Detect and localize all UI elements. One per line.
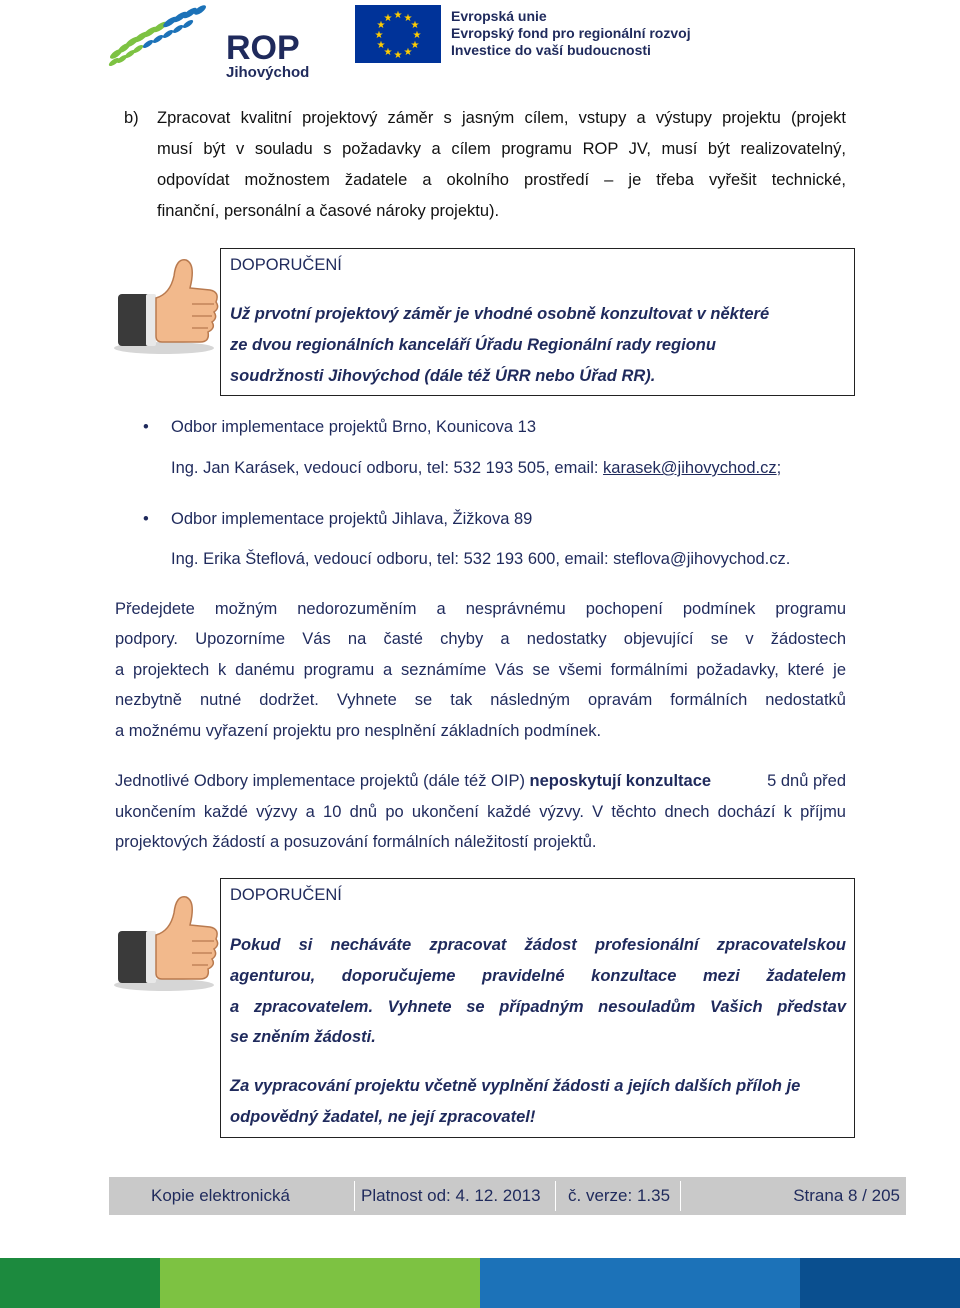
office-1-contact — [171, 458, 781, 478]
paragraph-2-line-1-lead — [115, 771, 711, 791]
office-bullet-1: • — [143, 418, 149, 436]
bottom-bar-segment — [160, 1258, 480, 1308]
callout-recommendation-2 — [220, 878, 855, 1138]
office-bullet-2: • — [143, 510, 149, 528]
point-b-line-4: finanční, personální a časové nároky projektu). — [157, 202, 500, 220]
bottom-bar-segment — [800, 1258, 960, 1308]
callout-1-line-2: ze dvou regionálních kanceláří Úřadu Regionální rady regionu — [230, 336, 716, 354]
svg-text:★: ★ — [383, 13, 393, 24]
callout-1-line-3: soudržnosti Jihovýchod (dále též ÚRR nebo Úřad RR). — [230, 367, 656, 385]
callout-recommendation-1 — [220, 248, 855, 396]
point-b-line-2: musí být v souladu s požadavky a cílem programu ROP JV, musí být realizovatelný, — [157, 140, 846, 158]
callout-1-heading: DOPORUČENÍ — [230, 256, 342, 274]
bottom-bar-segment — [0, 1258, 160, 1308]
footer-version: č. verze: 1.35 — [568, 1186, 671, 1205]
office-1-name: Odbor implementace projektů Brno, Kounicova 13 — [171, 418, 537, 436]
svg-text:★: ★ — [393, 10, 403, 21]
point-b-line-3: odpovídat možnostem žadatele a okolního prostředí – je třeba vyřešit technické, — [157, 171, 846, 189]
paragraph-1-line-5: a možnému vyřazení projektu pro nesplnění základních podmínek. — [115, 722, 602, 740]
paragraph-1-line-1: Předejdete možným nedorozuměním a nesprávnému pochopení podmínek programu — [115, 600, 846, 618]
eu-flag — [355, 5, 441, 63]
eu-line-3: Investice do vaší budoucnosti — [451, 42, 651, 58]
svg-text:★: ★ — [403, 47, 413, 58]
paragraph-1-line-3: a projektech k danému programu a seznámíme Vás se všemi formálními požadavky, které je — [115, 661, 846, 679]
svg-text:★: ★ — [403, 13, 413, 24]
eu-line-1: Evropská unie — [451, 8, 547, 24]
callout-2-heading: DOPORUČENÍ — [230, 886, 342, 904]
bottom-color-bar — [0, 1258, 960, 1308]
callout-1-line-1: Už prvotní projektový záměr je vhodné osobně konzultovat v některé — [230, 305, 770, 323]
page-footer — [109, 1177, 906, 1215]
svg-text:★: ★ — [383, 47, 393, 58]
bottom-bar-segment — [480, 1258, 800, 1308]
thumbs-up-icon — [112, 254, 220, 358]
footer-copy-type: Kopie elektronická — [151, 1186, 290, 1205]
svg-text:★: ★ — [376, 40, 386, 51]
footer-validity: Platnost od: 4. 12. 2013 — [361, 1186, 541, 1205]
paragraph-2-text-a: Jednotlivé Odbory implementace projektů (dále též OIP) — [115, 772, 530, 790]
callout-2-line-2: agenturou, doporučujeme pravidelné konzultace mezi žadatelem — [230, 967, 846, 985]
office-2-contact-text: Ing. Erika Šteflová, vedoucí odboru, tel: 532 193 600, email: steflova@jihovychod.cz. — [171, 550, 791, 568]
svg-text:★: ★ — [374, 30, 384, 41]
footer-divider — [680, 1181, 681, 1211]
rop-leaves-icon — [108, 4, 228, 66]
office-2-name: Odbor implementace projektů Jihlava, Žižkova 89 — [171, 510, 533, 528]
callout-2-line-1: Pokud si necháváte zpracovat žádost profesionální zpracovatelskou — [230, 936, 846, 954]
office-1-email-link[interactable]: karasek@jihovychod.cz — [603, 459, 777, 477]
office-1-contact-suffix: ; — [776, 459, 782, 477]
svg-text:★: ★ — [412, 30, 422, 41]
svg-text:★: ★ — [376, 20, 386, 31]
callout-2-line-3: a zpracovatelem. Vyhnete se případným nesouladům Vašich představ — [230, 998, 846, 1016]
paragraph-2-text-b: 5 dnů před — [762, 772, 846, 790]
paragraph-2-line-2: ukončením každé výzvy a 10 dnů po ukončení každé výzvy. V těchto dnech dochází k příjmu — [115, 803, 846, 821]
eu-stars-icon — [355, 5, 441, 63]
eu-line-2: Evropský fond pro regionální rozvoj — [451, 25, 691, 41]
paragraph-2-line-1 — [115, 771, 846, 791]
callout-2-note-line-2: odpovědný žadatel, ne její zpracovatel! — [230, 1108, 536, 1126]
footer-divider — [354, 1181, 355, 1211]
footer-page-number: Strana 8 / 205 — [793, 1186, 900, 1205]
thumbs-up-icon — [112, 891, 220, 995]
callout-2-note-line-1: Za vypracování projektu včetně vyplnění žádosti a jejích dalších příloh je — [230, 1077, 801, 1095]
paragraph-1-line-2: podpory. Upozorníme Vás na časté chyby a nedostatky objevující se v žádostech — [115, 630, 846, 648]
eu-logo-text — [451, 8, 691, 59]
paragraph-2-line-3: projektových žádostí a posuzování formálních náležitostí projektů. — [115, 833, 597, 851]
svg-text:★: ★ — [410, 40, 420, 51]
paragraph-1-line-4: nezbytně nutné dodržet. Vyhnete se tak následným opravám formálních nedostatků — [115, 691, 846, 709]
paragraph-2-bold: neposkytují konzultace — [529, 772, 712, 790]
point-b-marker: b) — [124, 109, 139, 127]
callout-2-line-4: se zněním žádosti. — [230, 1028, 376, 1046]
svg-text:★: ★ — [410, 20, 420, 31]
rop-logo — [108, 4, 318, 84]
rop-logo-title: ROP — [226, 29, 300, 67]
rop-logo-subtitle: Jihovýchod — [226, 64, 310, 81]
office-2-contact — [171, 549, 790, 569]
svg-text:★: ★ — [393, 50, 403, 61]
footer-divider — [555, 1181, 556, 1211]
point-b-line-1: Zpracovat kvalitní projektový záměr s jasným cílem, vstupy a výstupy projektu (projekt — [157, 109, 846, 127]
office-1-contact-text: Ing. Jan Karásek, vedoucí odboru, tel: 532 193 505, email: — [171, 459, 604, 477]
